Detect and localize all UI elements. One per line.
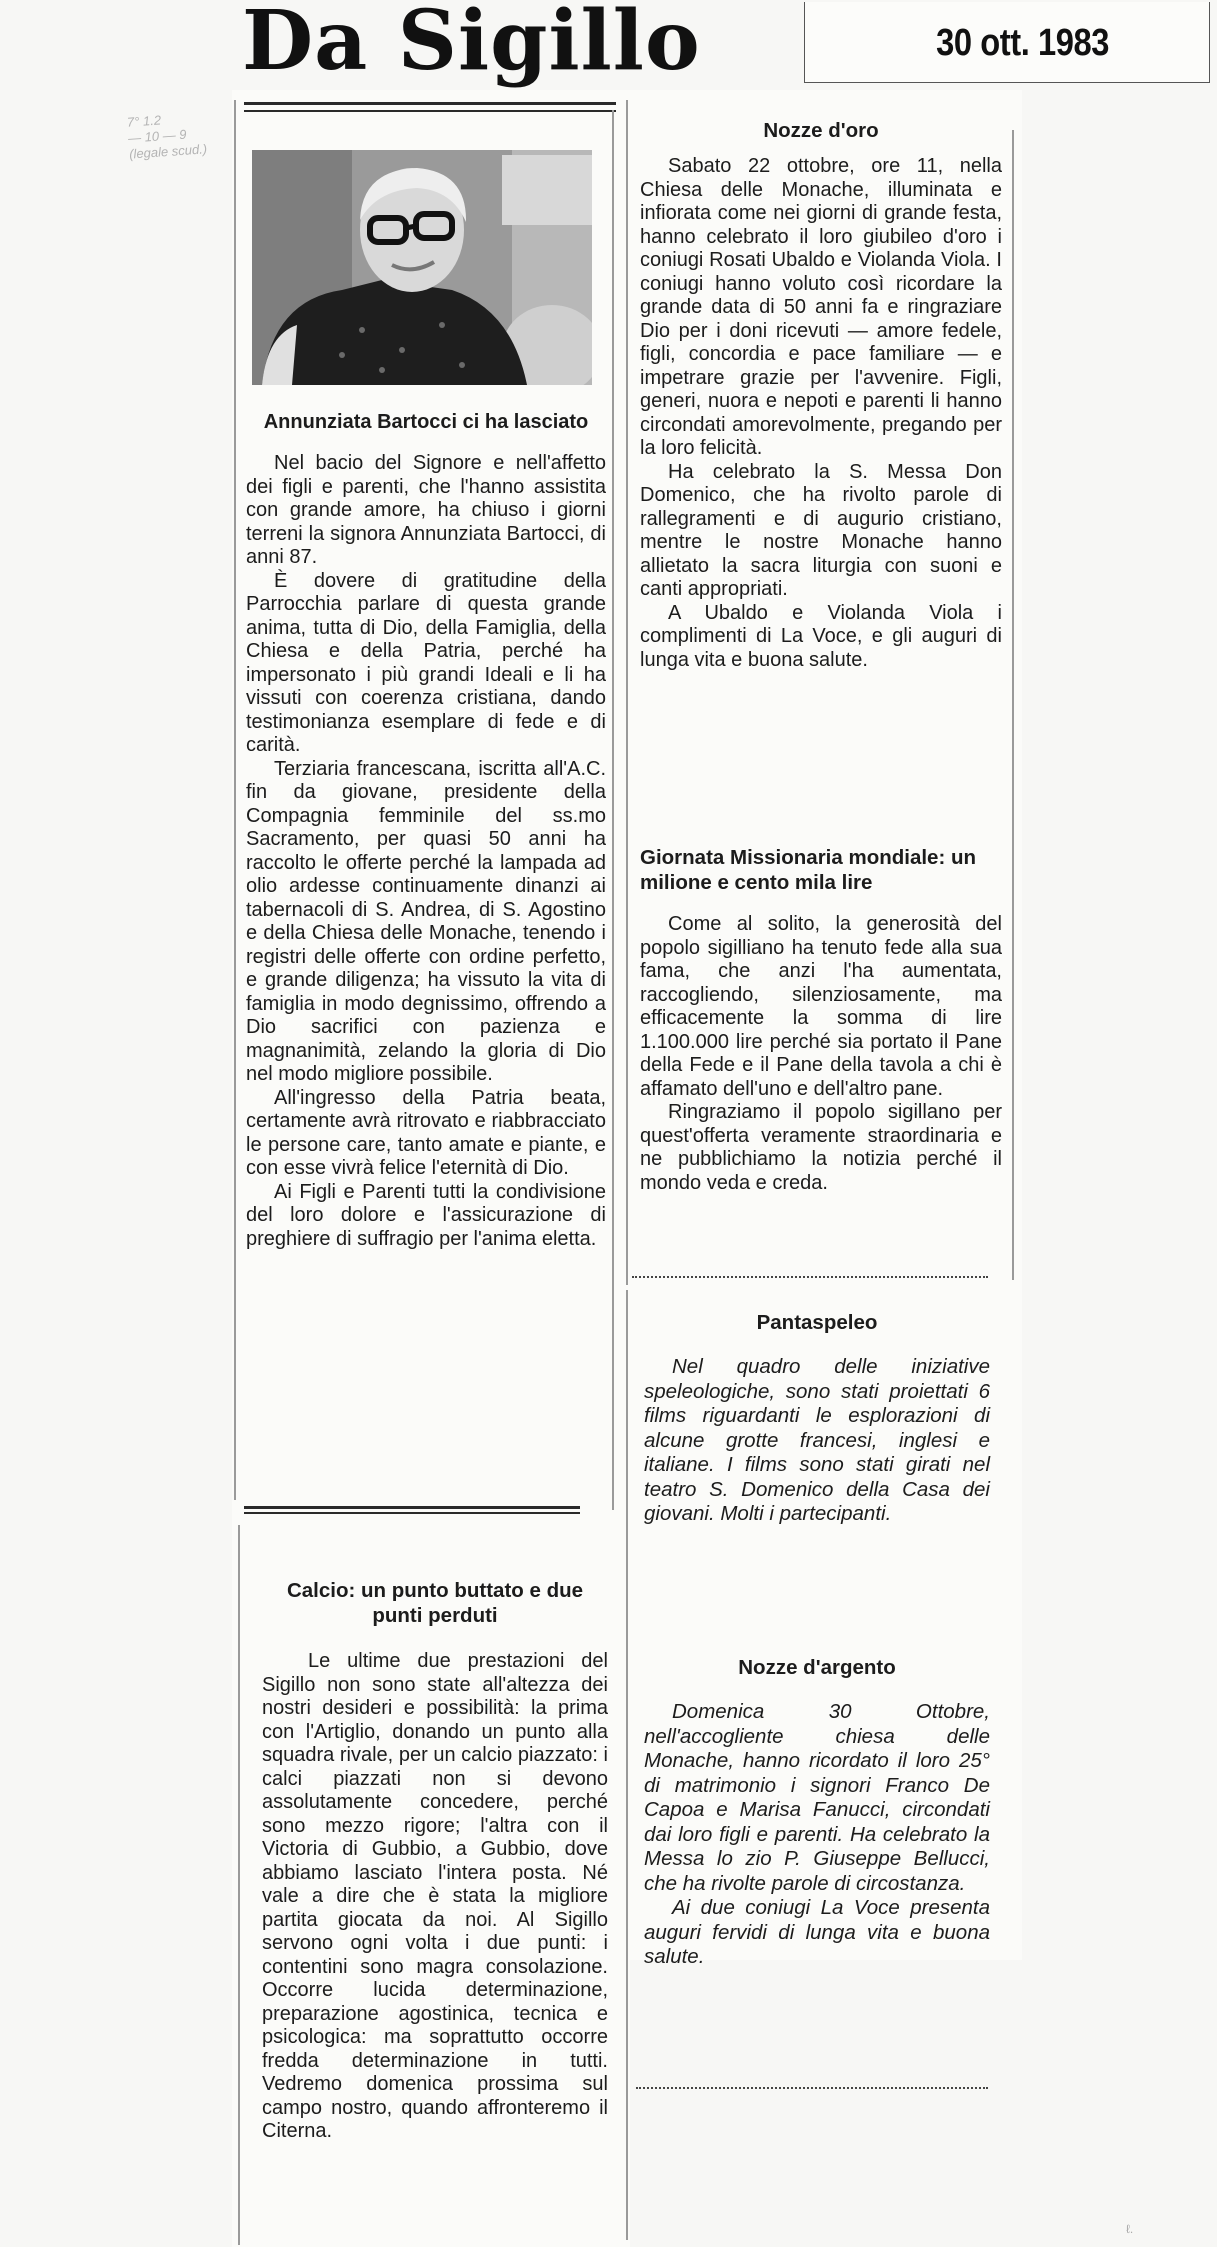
article-bartocci [246,410,606,1251]
column-divider [234,100,236,1500]
masthead-title: Da Sigillo [242,0,701,89]
article-paragraph: Ai Figli e Parenti tutti la condivisione del loro dolore e l'assicurazione di preghiere di suffragio per l'anima eletta. [246,1180,606,1250]
date-stamp: 30 ott. 1983 [936,22,1109,64]
article-paragraph: Domenica 30 Ottobre, nell'accogliente chiesa delle Monache, hanno ricordato il loro 25° di matrimonio i signori Franco De Capoa e Marisa Fanucci, circondati dai loro figli e parenti. Ha celebrato la Messa lo zio P. Giuseppe Bellucci, che ha rivolte parole di circostanza. [644,1700,990,1895]
article-nozze-argento [644,1655,990,1970]
column-divider [612,110,614,1510]
section-dotted-rule [632,1276,988,1278]
margin-note: — 10 — 9 [127,126,187,146]
article-pantaspeleo [644,1310,990,1527]
article-paragraph: Le ultime due prestazioni del Sigillo non sono state all'altezza dei nostri desideri e possibilità: la prima con l'Artiglio, donando un punto alla squadra rivale, per un calcio piazzato: i calci piazzati non si devono assolutamente concedere, perché sono mezzo rigore; l'altra con il Victoria di Gubbio, a Gubbio, dove abbiamo lasciato l'intera posta. Né vale a dire che è stata la migliore partita giocata da noi. Al Sigillo servono ogni volta i due punti: i contentini sono magra consolazione. Occorre lucida determinazione, preparazione agostinica, tecnica e psicologica: ma soprattutto occorre fredda determinazione in tutti. Vedremo domenica prossima sul campo nostro, quando affronteremo il Citerna. [262,1650,608,2142]
section-dotted-rule [636,2087,988,2089]
article-paragraph: Sabato 22 ottobre, ore 11, nella Chiesa delle Monache, illuminata e infiorata come nei giorni di grande festa, hanno celebrato il loro giubileo d'oro i coniugi Rosati Ubaldo e Violanda Viola. I coniugi hanno voluto così ricordare la grande data di 50 anni fa e ringraziare Dio per i doni ricevuti — amore fedele, figli, concordia e pace familiare — e impetrare grazie per l'avvenire. Figli, generi, nuora e nepoti e parenti li hanno circondati amorevolmente, pregando per la loro felicità. [640,155,1002,459]
margin-note: 7° 1.2 [126,112,162,130]
column-divider [238,1525,240,2245]
article-paragraph: Ringraziamo il popolo sigillano per quest'offerta veramente straordinaria e ne pubblichiamo la notizia perché il mondo veda e creda. [640,1101,1002,1194]
column-divider [626,100,628,1285]
article-title: Nozze d'oro [763,119,879,142]
article-paragraph: È dovere di gratitudine della Parrocchia parlare di questa grande anima, tutta di Dio, della Famiglia, della Chiesa e della Patria, perché ha impersonato i più grandi Ideali e li ha vissuti con coerenza cristiana, dando testimonianza esemplare di fede e di carità. [246,569,606,756]
article-paragraph: Ha celebrato la S. Messa Don Domenico, che ha rivolto parole di rallegramenti e di augurio cristiano, mentre le nostre Monache hanno allietato la sacra liturgia con suoni e canti appropriati. [640,460,1002,600]
article-paragraph: Ai due coniugi La Voce presenta auguri fervidi di lunga vita e buona salute. [644,1896,990,1968]
top-rule [244,102,616,105]
article-calcio [262,1578,608,2144]
section-rule-thin [244,1512,580,1514]
section-rule [244,1506,580,1509]
corner-mark: ℓ. [1126,2222,1134,2236]
column-divider [626,1290,628,2240]
article-paragraph: A Ubaldo e Violanda Viola i complimenti di La Voce, e gli auguri di lunga vita e buona salute. [640,601,1002,671]
article-missionaria [640,845,1002,1195]
column-divider [1012,130,1014,1280]
elderly-woman-portrait-icon [252,150,592,385]
article-title: Pantaspeleo [756,1311,878,1334]
margin-note: (legale scud.) [128,141,208,162]
margin-notes [126,109,207,162]
article-title: Giornata Missionaria mondiale: un milione e cento mila lire [640,846,977,894]
top-rule-thin [244,110,616,112]
article-title: Annunziata Bartocci ci ha lasciato [263,411,589,433]
article-paragraph: Nel quadro delle iniziative speleologiche, sono stati proiettati 6 films riguardanti le esplorazioni di alcune grotte francesi, inglesi e italiane. I films sono stati girati nel teatro S. Domenico della Casa dei giovani. Molti i partecipanti. [644,1355,990,1525]
article-title: Nozze d'argento [738,1656,896,1679]
date-stamp-box [804,2,1210,83]
article-title: Calcio: un punto buttato e due punti perduti [286,1579,584,1627]
article-paragraph: All'ingresso della Patria beata, certamente avrà ritrovato e riabbracciato le persone care, tanto amate e piante, e con esse vivrà felice l'eternità di Dio. [246,1086,606,1179]
article-nozze-oro [640,118,1002,672]
article-paragraph: Terziaria francescana, iscritta all'A.C. fin da giovane, presidente della Compagnia femminile del ss.mo Sacramento, per quasi 50 anni ha raccolto le offerte perché la lampada ad olio ardesse continuamente dinanzi ai tabernacoli di S. Andrea, di S. Agostino e della Chiesa delle Monache, tenendo i registri delle offerte con ordine perfetto, e grande diligenza; ha vissuto la vita di famiglia in modo degnissimo, offrendo a Dio sacrifici con pazienza e magnanimità, zelando la gloria di Dio nel modo migliore possibile. [246,757,606,1085]
portrait-photo [252,150,592,385]
article-paragraph: Nel bacio del Signore e nell'affetto dei figli e parenti, che l'hanno assistita con grande amore, ha chiuso i giorni terreni la signora Annunziata Bartocci, di anni 87. [246,452,606,568]
article-paragraph: Come al solito, la generosità del popolo sigilliano ha tenuto fede alla sua fama, che anzi l'ha aumentata, raccogliendo, silenziosamente, ma efficacemente la somma di lire 1.100.000 lire perché sia portato il Pane della Fede e il Pane della tavola a chi è affamato dell'uno e dell'altro pane. [640,913,1002,1100]
